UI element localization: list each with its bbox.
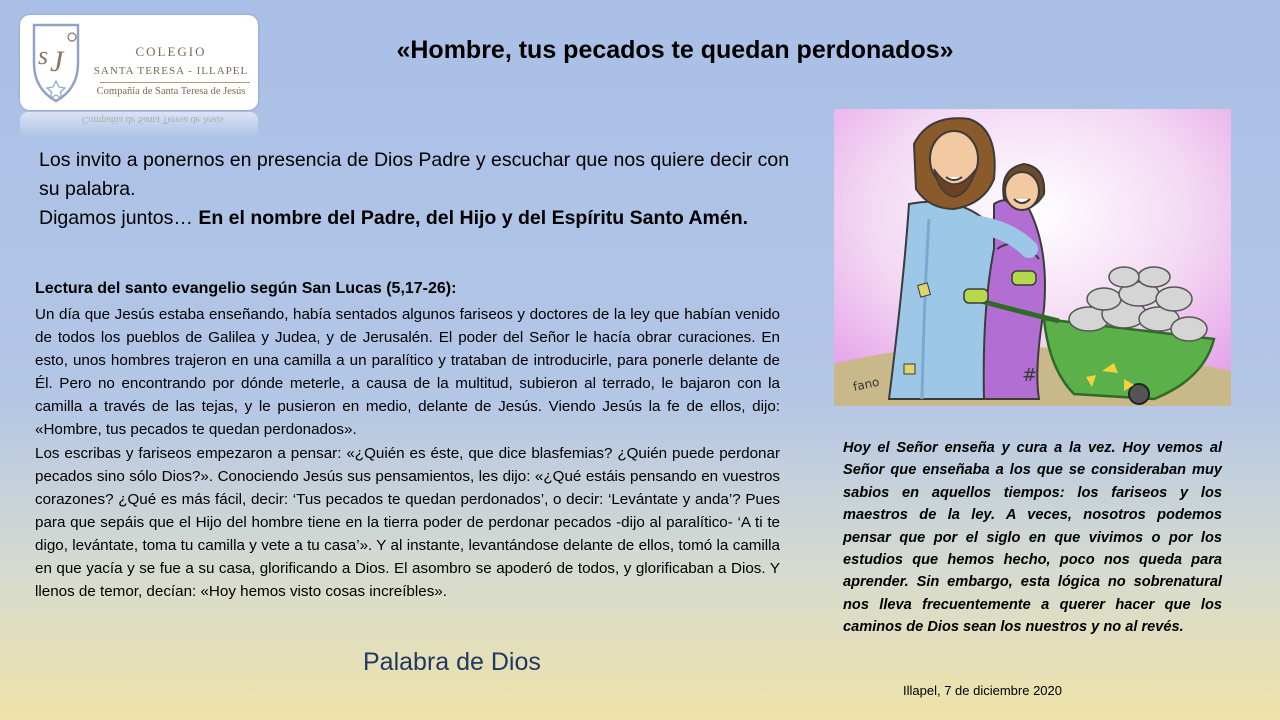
reading-paragraph-1: Un día que Jesús estaba enseñando, había sentados algunos fariseos y doctores de la ley que habían venido de todos los pueblos de Galilea y Judea, y de Jerusalén. El poder del Señor le hacía obrar curaciones. En esto, unos hombres trajeron en una camilla a un paralítico y trataban de introducirle, para ponerle delante de Él. Pero no encontrando por dónde meterle, a causa de la multitud, subieron al terrado, le bajaron con la camilla a través de las tejas, y le pusieron en medio, delante de Jesús. Viendo Jesús la fe de ellos, dijo: «Hombre, tus pecados te quedan perdonados». (35, 306, 780, 439)
reflection-text: Hoy el Señor enseña y cura a la vez. Hoy vemos al Señor que enseñaba a los que se consideraban muy sabios en aquellos tiempos: los fariseos y los maestros de la ley. A veces, nosotros podemos pensar que por el siglo en que vivimos o por los estudios que hemos hecho, poco nos queda para aprender. Sin embargo, esta lógica no sobrenatural nos lleva frecuentemente a querer hacer que los caminos de Dios sean los nuestros y no al revés. (843, 440, 1222, 636)
intro-prayer: En el nombre del Padre, del Hijo y del Espíritu Santo Amén. (198, 207, 749, 229)
logo-school-name: COLEGIO (135, 44, 207, 59)
svg-text:J: J (50, 45, 64, 78)
gospel-reading (35, 303, 780, 603)
svg-text:s: s (38, 41, 49, 70)
artist-signature: fano (851, 374, 881, 394)
logo-reflection (20, 112, 258, 138)
school-emblem-icon (26, 19, 86, 105)
logo-company: Compañia de Santa Teresa de Jesús (96, 86, 246, 97)
closing-acclamation: Palabra de Dios (363, 648, 541, 676)
reading-title: Lectura del santo evangelio según San Lucas (5,17-26): (35, 280, 457, 297)
intro-line2-prefix: Digamos juntos… (39, 207, 199, 229)
date-footer: Illapel, 7 de diciembre 2020 (903, 683, 1062, 698)
jesus-embrace-illustration (834, 109, 1231, 406)
logo-school-location: SANTA TERESA - ILLAPEL (93, 65, 249, 77)
robe-hash-mark: # (1022, 365, 1038, 386)
logo-divider (100, 82, 250, 83)
intro-text (39, 146, 799, 233)
intro-line1: Los invito a ponernos en presencia de Dios Padre y escuchar que nos quiere decir con su palabra. (39, 149, 790, 200)
logo-reflection-text: Compañia de Santa Teresa de Jesús (82, 114, 224, 125)
slide-title: «Hombre, tus pecados te quedan perdonados» (396, 36, 954, 64)
school-logo (20, 15, 258, 110)
reading-paragraph-2: Los escribas y fariseos empezaron a pensar: «¿Quién es éste, que dice blasfemias? ¿Quién puede perdonar pecados sino sólo Dios?». Conociendo Jesús sus pensamientos, les dijo: «¿Qué estáis pensando en vuestros corazones? ¿Qué es más fácil, decir: ‘Tus pecados te quedan perdonados’, o decir: ‘Levántate y anda’? Pues para que sepáis que el Hijo del hombre tiene en la tierra poder de perdonar pecados -dijo al paralítico- ‘A ti te digo, levántate, toma tu camilla y vete a tu casa’». Y al instante, levantándose delante de ellos, tomó la camilla en que yacía y se fue a su casa, glorificando a Dios. El asombro se apoderó de todos, y glorificaban a Dios. Y llenos de temor, decían: «Hoy hemos visto cosas increíbles». (35, 444, 780, 601)
